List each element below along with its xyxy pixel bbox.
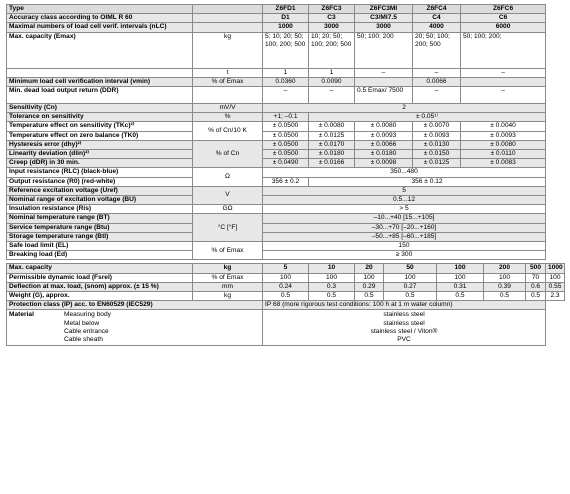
output-res-row: Output resistance (R0) (red-white) 356 ± 0.2 356 ± 0.12 [7,177,565,186]
perm-dyn-row: Permissible dynamic load (Fsrel) % of Emax 100 100 100 100 100 100 70 100 [7,273,565,282]
ref-exc-row: Reference excitation voltage (Uref) V 5 [7,186,565,195]
weight-row: Weight (G), approx. kg 0.5 0.5 0.5 0.5 0.5 0.5 0.5 2.3 [7,292,565,301]
model-z6fc3: Z6FC3 [309,5,355,14]
creep-row: Creep (dDR) in 30 min. ± 0.0490 ± 0.0166 ± 0.0098 ± 0.0125 ± 0.0083 [7,159,565,168]
sensitivity-row: Sensitivity (Cn) mV/V 2 [7,104,565,113]
model-z6fd1: Z6FD1 [263,5,309,14]
material-part-2: Cable entrance [64,327,109,335]
model-z6fc6: Z6FC6 [461,5,546,14]
min-dead-row: Min. dead load output return (DDR) – – 0.5 Emax/ 7500 – – [7,87,565,104]
spec-table [6,4,565,346]
temp-sens-row: Temperature effect on sensitivity (TKc)²⁾ % of Cn/10 K ± 0.0500 ± 0.0080 ± 0.0080 ± 0.0070 ± 0.0040 [7,122,565,131]
type-label: Type [7,5,193,14]
spec-sheet [6,4,565,346]
material-label: Material [9,311,34,319]
material-val-1: stainless steel [383,319,425,327]
break-load-row: Breaking load (Ed) ≥ 300 [7,251,565,260]
material-part-0: Measuring body [64,311,111,319]
max-capacity-t-row: t 1 1 – – – [7,68,565,77]
lower-max-cap-row: Max. capacity kg 5 10 20 50 100 200 500 1000 [7,264,565,273]
material-row [7,310,565,346]
tol-sens-row: Tolerance on sensitivity % +1; –0.1 ± 0.05¹⁾ [7,113,565,122]
insulation-row: Insulation resistance (Ris) GΩ > 5 [7,205,565,214]
max-intervals-row: Maximal numbers of load cell verif. intervals (nLC) 1000 3000 3000 4000 6000 [7,23,565,32]
safe-load-row: Safe load limit (EL) % of Emax 150 [7,242,565,251]
max-capacity-row: Max. capacity (Emax) kg 5; 10; 20; 50; 100; 200; 500 10; 20; 50; 100; 200; 500 50; 100; 200 20; 50; 100; 200; 500 50; 100; 200; [7,32,565,68]
input-res-row: Input resistance (RLC) (black-blue) Ω 350...480 [7,168,565,177]
stor-temp-row: Storage temperature range (Btl) –50...+85 [–60...+185] [7,232,565,241]
accuracy-row: Accuracy class according to OIML R 60 D1 C3 C3/MI7.5 C4 C6 [7,14,565,23]
model-z6fc3mi: Z6FC3MI [355,5,413,14]
nom-temp-row: Nominal temperature range (BT) °C [°F] –10...+40 [15...+105] [7,214,565,223]
temp-zero-row: Temperature effect on zero balance (TK0) ± 0.0500 ± 0.0125 ± 0.0093 ± 0.0093 ± 0.0093 [7,131,565,140]
hysteresis-row: Hysteresis error (dhy)²⁾ % of Cn ± 0.0500 ± 0.0170 ± 0.0066 ± 0.0130 ± 0.0080 [7,140,565,149]
model-z6fc4: Z6FC4 [413,5,461,14]
material-part-1: Metal below [64,319,100,327]
material-val-2: stainless steel / Viton® [370,327,438,335]
serv-temp-row: Service temperature range (Btu) –30...+70 [–20...+160] [7,223,565,232]
nom-exc-row: Nominal range of excitation voltage (BU) 0.5...12 [7,196,565,205]
protection-row: Protection class (IP) acc. to EN60529 (IEC529) IP 68 (more rigorous test conditions: 100 h at 1 m water column) [7,301,565,310]
linearity-row: Linearity deviation (dlin)²⁾ ± 0.0500 ± 0.0180 ± 0.0180 ± 0.0150 ± 0.0110 [7,150,565,159]
min-vmin-row: Minimum load cell verification interval (vmin) % of Emax 0.0360 0.0090 0.0066 [7,77,565,86]
header-row [7,5,565,14]
material-val-3: PVC [397,336,411,344]
deflection-row: Deflection at max. load, (snom) approx. (± 15 %) mm 0.24 0.3 0.29 0.27 0.31 0.39 0.6 0.55 [7,282,565,291]
material-val-0: stainless steel [383,311,425,319]
material-part-3: Cable sheath [64,336,103,344]
